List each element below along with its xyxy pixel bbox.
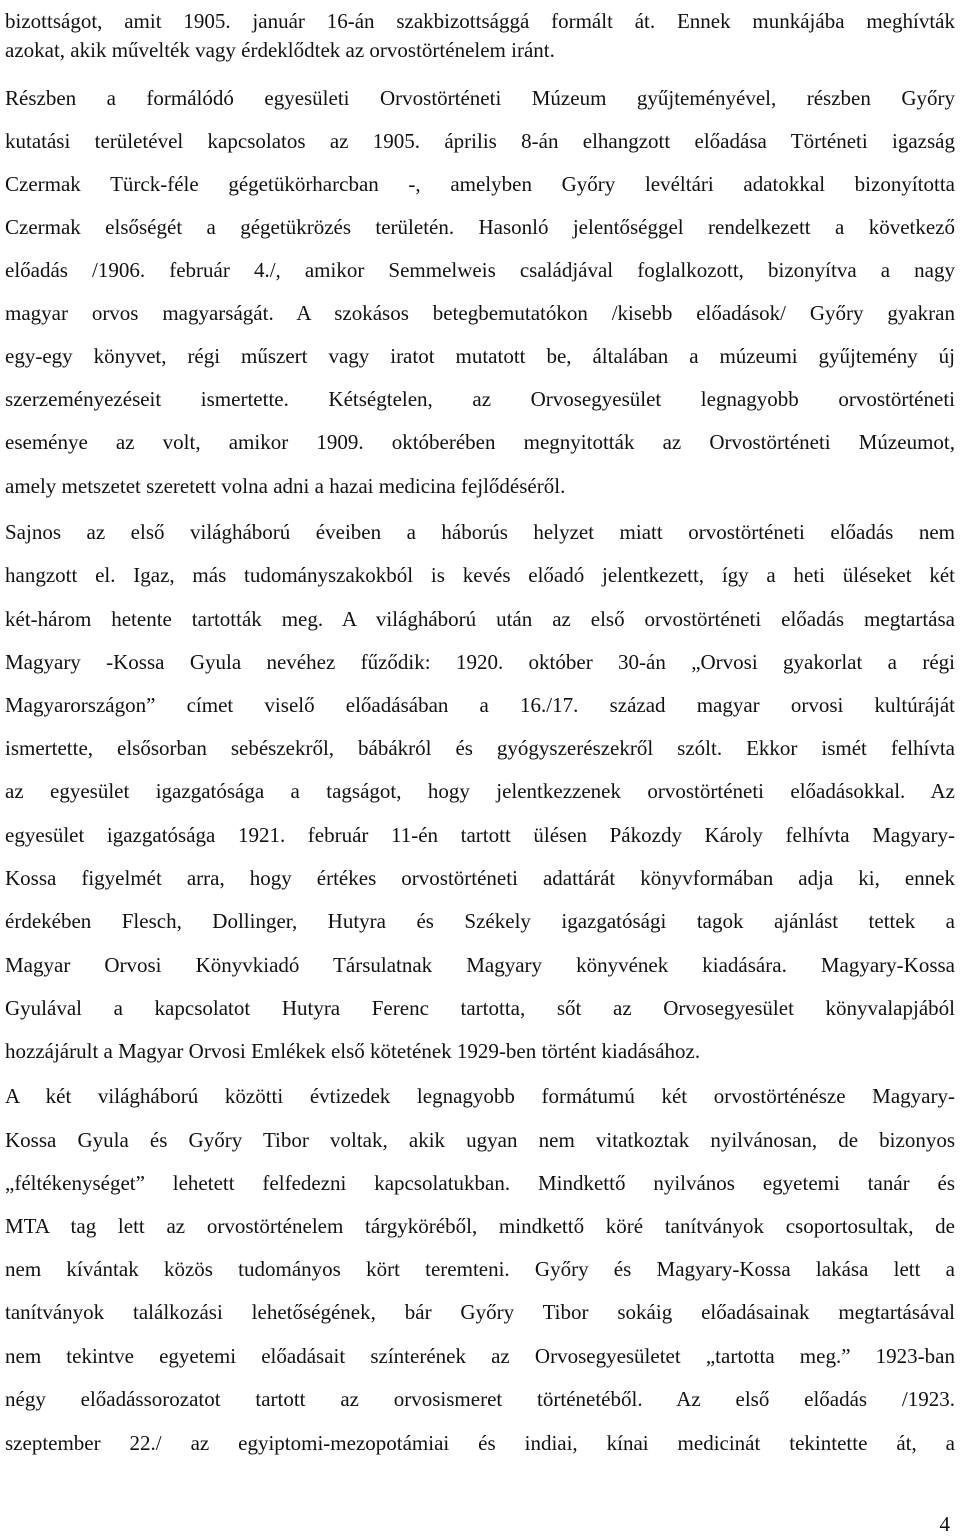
text-line: Magyarországon” címet viselő előadásában a 16./17. század magyar orvosi kultúráját — [5, 693, 955, 717]
text-line: „féltékenységet” lehetett felfedezni kapcsolatukban. Mindkettő nyilvános egyetemi tanár és — [5, 1171, 955, 1195]
text-line: eseménye az volt, amikor 1909. októberében megnyitották az Orvostörténeti Múzeumot, — [5, 430, 955, 454]
text-line: bizottságot, amit 1905. január 16-án szakbizottsággá formált át. Ennek munkájába meghívták — [5, 9, 955, 33]
text-line: kutatási területével kapcsolatos az 1905. április 8-án elhangzott előadása Történeti igazság — [5, 129, 955, 153]
text-line: négy előadássorozatot tartott az orvosismeret történetéből. Az első előadás /1923. — [5, 1387, 955, 1411]
text-line: azokat, akik művelték vagy érdeklődtek az orvostörténelem iránt. — [5, 38, 555, 62]
text-line: hozzájárult a Magyar Orvosi Emlékek első kötetének 1929-ben történt kiadásához. — [5, 1039, 701, 1063]
text-line: Magyar Orvosi Könyvkiadó Társulatnak Magyary könyvének kiadására. Magyary-Kossa — [5, 953, 955, 977]
text-line: Magyary -Kossa Gyula nevéhez fűződik: 1920. október 30-án „Orvosi gyakorlat a régi — [5, 650, 955, 674]
text-line: ismertette, elsősorban sebészekről, bábákról és gyógyszerészekről szólt. Ekkor ismét felhívta — [5, 736, 955, 760]
text-line: szeptember 22./ az egyiptomi-mezopotámiai és indiai, kínai medicinát tekintette át, a — [5, 1431, 955, 1455]
text-line: szerzeményezéseit ismertette. Kétségtelen, az Orvosegyesület legnagyobb orvostörténeti — [5, 387, 955, 411]
text-line: érdekében Flesch, Dollinger, Hutyra és Székely igazgatósági tagok ajánlást tettek a — [5, 909, 955, 933]
text-line: előadás /1906. február 4./, amikor Semmelweis családjával foglalkozott, bizonyítva a nagy — [5, 258, 955, 282]
page-number: 4 — [939, 1512, 950, 1536]
text-line: egyesület igazgatósága 1921. február 11-én tartott ülésen Pákozdy Károly felhívta Magyary- — [5, 823, 955, 847]
text-line: két-három hetente tartották meg. A világháború után az első orvostörténeti előadás megtartása — [5, 607, 955, 631]
text-line: Kossa figyelmét arra, hogy értékes orvostörténeti adattárát könyvformában adja ki, ennek — [5, 866, 955, 890]
text-line: MTA tag lett az orvostörténelem tárgyköréből, mindkettő köré tanítványok csoportosultak, de — [5, 1214, 955, 1238]
text-line: az egyesület igazgatósága a tagságot, hogy jelentkezzenek orvostörténeti előadásokkal. Az — [5, 779, 955, 803]
text-line: egy-egy könyvet, régi műszert vagy iratot mutatott be, általában a múzeumi gyűjtemény új — [5, 344, 955, 368]
text-line: magyar orvos magyarságát. A szokásos betegbemutatókon /kisebb előadások/ Győry gyakran — [5, 301, 955, 325]
text-line: hangzott el. Igaz, más tudományszakokból is kevés előadó jelentkezett, így a heti üléseket két — [5, 563, 955, 587]
text-line: Czermak elsőségét a gégetükrözés területén. Hasonló jelentőséggel rendelkezett a következő — [5, 215, 955, 239]
text-line: amely metszetet szeretett volna adni a hazai medicina fejlődéséről. — [5, 474, 566, 498]
text-line: nem tekintve egyetemi előadásait színterének az Orvosegyesületet „tartotta meg.” 1923-ban — [5, 1344, 955, 1368]
text-line: A két világháború közötti évtizedek legnagyobb formátumú két orvostörténésze Magyary- — [5, 1084, 955, 1108]
text-line: tanítványok találkozási lehetőségének, bár Győry Tibor sokáig előadásainak megtartásával — [5, 1300, 955, 1324]
text-line: Sajnos az első világháború éveiben a háborús helyzet miatt orvostörténeti előadás nem — [5, 520, 955, 544]
text-line: Kossa Gyula és Győry Tibor voltak, akik ugyan nem vitatkoztak nyilvánosan, de bizonyos — [5, 1128, 955, 1152]
text-line: Részben a formálódó egyesületi Orvostörténeti Múzeum gyűjteményével, részben Győry — [5, 86, 955, 110]
text-line: nem kívántak közös tudományos kört teremteni. Győry és Magyary-Kossa lakása lett a — [5, 1257, 955, 1281]
text-line: Czermak Türck-féle gégetükörharcban -, amelyben Győry levéltári adatokkal bizonyította — [5, 172, 955, 196]
text-line: Gyulával a kapcsolatot Hutyra Ferenc tartotta, sőt az Orvosegyesület könyvalapjából — [5, 996, 955, 1020]
